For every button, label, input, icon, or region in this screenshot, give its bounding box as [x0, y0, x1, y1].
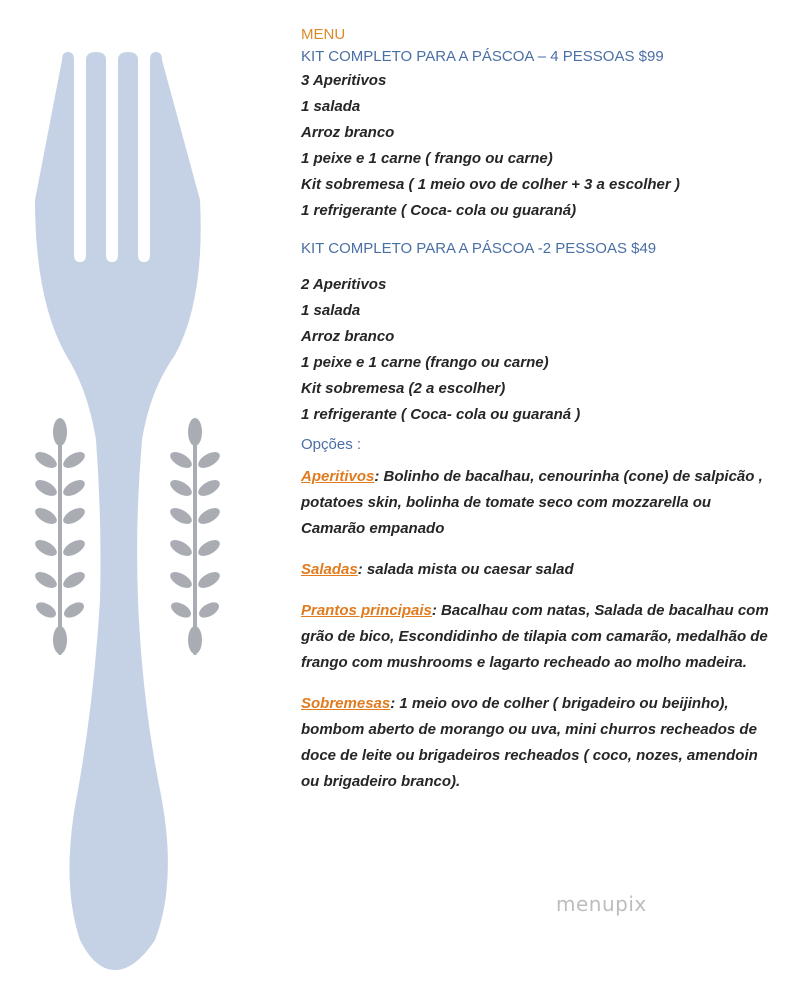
spacer — [301, 224, 771, 238]
list-item: Kit sobremesa (2 a escolher) — [301, 380, 506, 397]
spacer — [301, 260, 771, 272]
option-pratos-principais — [301, 598, 771, 676]
menu-document — [301, 24, 771, 810]
option-sobremesas — [301, 691, 771, 795]
list-item: 2 Aperitivos — [301, 276, 387, 293]
list-item: 1 refrigerante ( Coca- cola ou guaraná ) — [301, 406, 581, 423]
option-text: : Bacalhau com natas, Salada de bacalhau com grão de bico, Escondidinho de tilapia com camarão, medalhão de frango com mushrooms e lagarto recheado ao molho madeira. — [301, 602, 769, 671]
option-aperitivos — [301, 464, 771, 542]
list-item: 1 salada — [301, 302, 361, 319]
options-label: Opções : — [301, 436, 362, 453]
kit-4-title: KIT COMPLETO PARA A PÁSCOA – 4 PESSOAS $99 — [301, 48, 664, 65]
watermark: menupix — [556, 892, 647, 916]
right-leaf-sprig-icon — [168, 418, 223, 655]
option-saladas — [301, 557, 771, 583]
option-heading: Saladas — [301, 561, 358, 578]
list-item: 1 peixe e 1 carne (frango ou carne) — [301, 354, 549, 371]
left-leaf-sprig-icon — [33, 418, 88, 655]
kit-4-items — [301, 68, 771, 224]
fork-illustration — [0, 0, 260, 987]
list-item: 1 salada — [301, 98, 361, 115]
menu-label: MENU — [301, 26, 346, 43]
list-item: Arroz branco — [301, 124, 395, 141]
list-item: Kit sobremesa ( 1 meio ovo de colher + 3 a escolher ) — [301, 176, 680, 193]
option-heading: Sobremesas — [301, 695, 391, 712]
list-item: 1 peixe e 1 carne ( frango ou carne) — [301, 150, 553, 167]
list-item: 1 refrigerante ( Coca- cola ou guaraná) — [301, 202, 577, 219]
option-text: : Bolinho de bacalhau, cenourinha (cone) de salpicão , potatoes skin, bolinha de tomate seco com mozzarella ou Camarão empanado — [301, 468, 763, 537]
option-heading: Aperitivos — [301, 468, 375, 485]
kit-2-title: KIT COMPLETO PARA A PÁSCOA -2 PESSOAS $49 — [301, 240, 657, 257]
list-item: Arroz branco — [301, 328, 395, 345]
option-text: : salada mista ou caesar salad — [357, 561, 574, 578]
list-item: 3 Aperitivos — [301, 72, 387, 89]
option-text: : 1 meio ovo de colher ( brigadeiro ou beijinho), bombom aberto de morango ou uva, mini churros recheados de doce de leite ou brigadeiros recheados ( coco, nozes, amendoin ou brigadeiro branco). — [301, 695, 758, 790]
kit-2-items — [301, 272, 771, 428]
option-heading: Prantos principais — [301, 602, 432, 619]
